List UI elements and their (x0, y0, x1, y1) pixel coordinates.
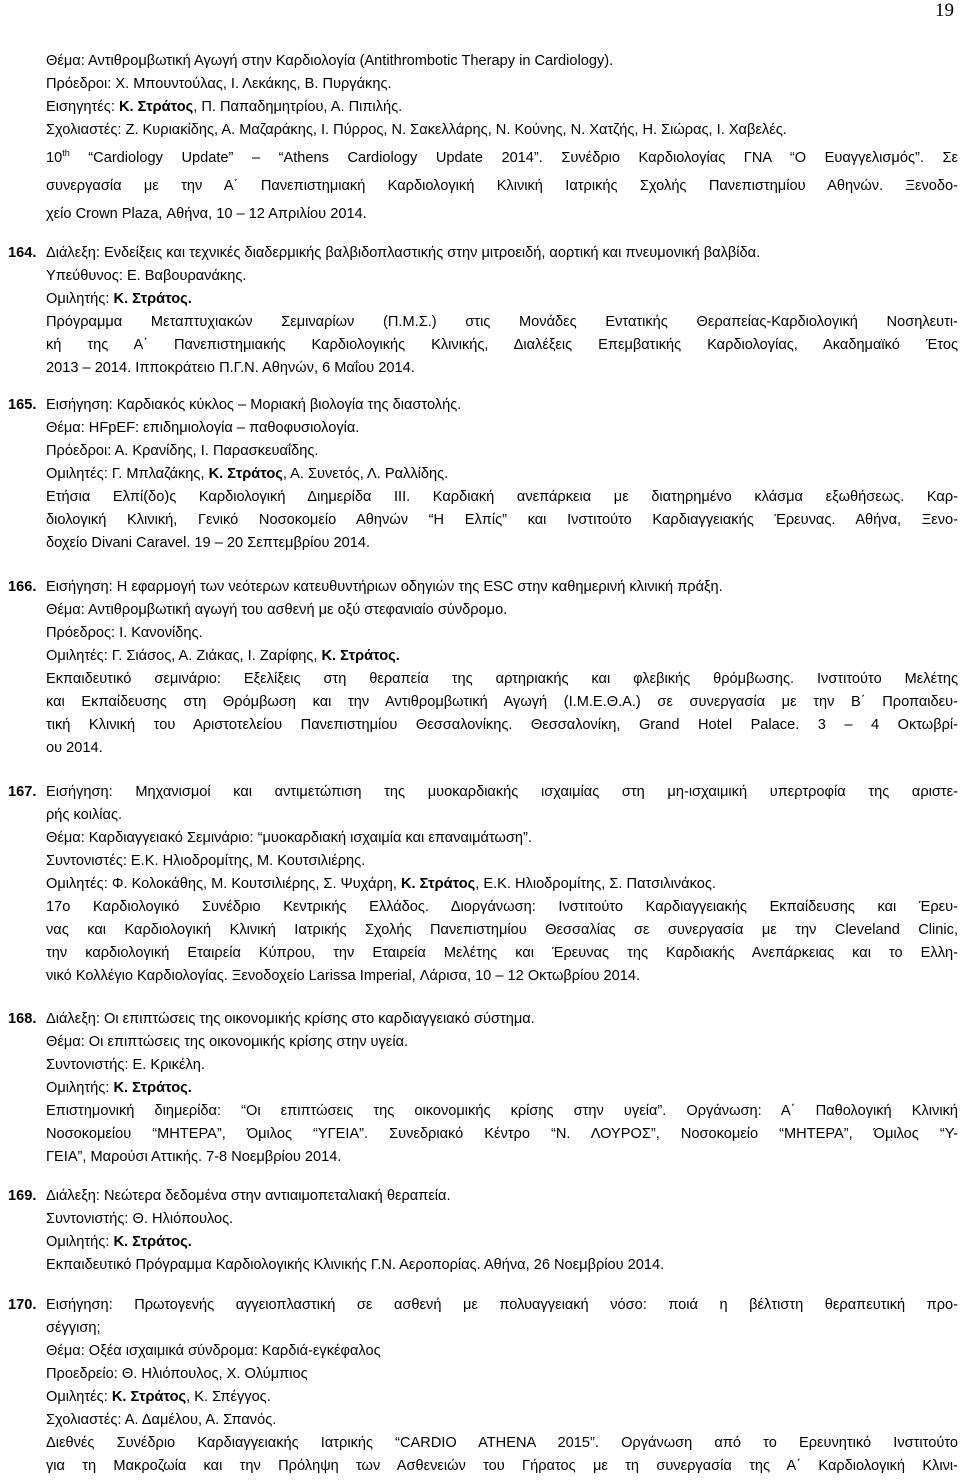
entry-164-responsible: Υπεύθυνος: Ε. Βαβουρανάκης. (46, 268, 247, 284)
entry-170-theme: Θέμα: Οξέα ισχαιμικά σύνδρομα: Καρδιά-εγκέφαλος (46, 1343, 381, 1359)
entry-167-speakers: Ομιλητές: Φ. Κολοκάθης, Μ. Κουτσιλιέρης, Σ. Ψυχάρη, Κ. Στράτος, Ε.Κ. Ηλιοδρομίτης, Σ. Πατσιλινάκος. (46, 876, 716, 892)
entry-167-event: 17ο Καρδιολογικό Συνέδριο Κεντρικής Ελλάδος. Διοργάνωση: Ινστιτούτο Καρδιαγγειακής Εκπαίδευσης και Έρευ- (46, 899, 958, 915)
entry-168-event: Επιστημονική διημερίδα: “Οι επιπτώσεις της οικονομικής κρίσης στην υγεία”. Οργάνωση: Α΄ Παθολογική Κλινική (46, 1103, 958, 1119)
entry-168-event-cont: Νοσοκομείου “ΜΗΤΕΡΑ”, Όμιλος “ΥΓΕΙΑ”. Συνεδριακό Κέντρο “Ν. ΛΟΥΡΟΣ”, Νοσοκομείο “ΜΗΤΕΡΑ”, Όμιλος “Υ- (46, 1126, 958, 1142)
entry-168-coordinator: Συντονιστής: Ε. Κρικέλη. (46, 1057, 205, 1073)
entry-167-event-cont2: την καρδιολογική Εταιρεία Κύπρου, την Εταιρεία Μελέτης και Έρευνας της Καρδιακής Ανεπάρκειας και το Ελλη- (46, 945, 958, 961)
entry-166-event-end: ου 2014. (46, 740, 103, 756)
entry-number-169: 169. (8, 1188, 37, 1204)
intro-commentators: Σχολιαστές: Ζ. Κυριακίδης, Α. Μαζαράκης, Ι. Πύρρος, Ν. Σακελλάρης, Ν. Κούνης, Ν. Χατζής, Η. Σιώρας, Ι. Χαβελές. (46, 122, 787, 138)
entry-164-speaker: Ομιλητής: Κ. Στράτος. (46, 291, 192, 307)
entry-167-theme: Θέμα: Καρδιαγγειακό Σεμινάριο: “μυοκαρδιακή ισχαιμία και επαναιμάτωση”. (46, 830, 532, 846)
entry-166-speakers: Ομιλητές: Γ. Σιάσος, Α. Ζιάκας, Ι. Ζαρίφης, Κ. Στράτος. (46, 648, 400, 664)
entry-169-event: Εκπαιδευτικό Πρόγραμμα Καρδιολογικής Κλινικής Γ.Ν. Αεροπορίας. Αθήνα, 26 Νοεμβρίου 2014. (46, 1257, 665, 1273)
entry-166-theme: Θέμα: Αντιθρομβωτική αγωγή του ασθενή με οξύ στεφανιαίο σύνδρομο. (46, 602, 508, 618)
entry-164-event-cont: κή της Α΄ Πανεπιστημιακής Καρδιολογικής Κλινικής, Διαλέξεις Επεμβατικής Καρδιολογίας, Ακαδημαϊκό Έτος (46, 337, 958, 353)
entry-168-event-end: ΓΕΙΑ”, Μαρούσι Αττικής. 7-8 Νοεμβρίου 2014. (46, 1149, 342, 1165)
entry-169-speaker: Ομιλητής: Κ. Στράτος. (46, 1234, 192, 1250)
page-number: 19 (935, 0, 954, 21)
entry-168-title: Διάλεξη: Οι επιπτώσεις της οικονομικής κρίσης στο καρδιαγγειακό σύστημα. (46, 1011, 535, 1027)
entry-167-event-end: νικό Κολλέγιο Καρδιολογίας. Ξενοδοχείο Larissa Imperial, Λάρισα, 10 – 12 Οκτωβρίου 2014. (46, 968, 641, 984)
entry-165-event-cont: διολογική Κλινική, Γενικό Νοσοκομείο Αθηνών “Η Ελπίς” και Ινστιτούτο Καρδιαγγειακής Έρευνας. Αθήνα, Ξενο- (46, 512, 958, 528)
entry-166-chair: Πρόεδρος: Ι. Κανονίδης. (46, 625, 203, 641)
entry-number-170: 170. (8, 1297, 37, 1313)
entry-165-chairs: Πρόεδροι: Α. Κρανίδης, Ι. Παρασκευαΐδης. (46, 443, 319, 459)
entry-169-title: Διάλεξη: Νεώτερα δεδομένα στην αντιαιμοπεταλιακή θεραπεία. (46, 1188, 451, 1204)
entry-164-event-end: 2013 – 2014. Ιπποκράτειο Π.Γ.Ν. Αθηνών, 6 Μαΐου 2014. (46, 360, 415, 376)
entry-165-title: Εισήγηση: Καρδιακός κύκλος – Μοριακή βιολογία της διαστολής. (46, 397, 462, 413)
intro-event-end: χείο Crown Plaza, Αθήνα, 10 – 12 Απριλίου 2014. (46, 206, 367, 222)
entry-170-speakers: Ομιλητές: Κ. Στράτος, Κ. Σπέγγος. (46, 1389, 271, 1405)
intro-chairs: Πρόεδροι: Χ. Μπουντούλας, Ι. Λεκάκης, Β. Πυργάκης. (46, 76, 392, 92)
entry-167-title: Εισήγηση: Μηχανισμοί και αντιμετώπιση της μυοκαρδιακής ισχαιμίας στη μη-ισχαιμική υπερτροφία της αριστε- (46, 784, 958, 800)
intro-speakers: Εισηγητές: Κ. Στράτος, Π. Παπαδημητρίου, Α. Πιπιλής. (46, 99, 403, 115)
entry-166-event-cont: και Εκπαίδευσης στη Θρόμβωση και την Αντιθρομβωτική Αγωγή (Ι.Μ.Ε.Θ.Α.) σε συνεργασία με την Β΄ Προπαιδευ- (46, 694, 958, 710)
entry-166-event: Εκπαιδευτικό σεμινάριο: Εξελίξεις στη θεραπεία της αρτηριακής και φλεβικής θρόμβωσης. Ινστιτούτο Μελέτης (46, 671, 958, 687)
entry-number-165: 165. (8, 397, 37, 413)
entry-167-title-cont: ρής κοιλίας. (46, 807, 123, 823)
entry-165-event-end: δοχείο Divani Caravel. 19 – 20 Σεπτεμβρίου 2014. (46, 535, 371, 551)
entry-number-166: 166. (8, 579, 37, 595)
entry-166-event-cont2: τική Κλινική του Αριστοτελείου Πανεπιστημίου Θεσσαλονίκης. Θεσσαλονίκη, Grand Hotel Palace. 3 – 4 Οκτωβρί- (46, 717, 958, 733)
entry-170-commentators: Σχολιαστές: Α. Δαμέλου, Α. Σπανός. (46, 1412, 277, 1428)
entry-168-theme: Θέμα: Οι επιπτώσεις της οικονομικής κρίσης στην υγεία. (46, 1034, 409, 1050)
entry-167-event-cont: νας και Καρδιολογική Κλινική Ιατρικής Σχολής Πανεπιστημίου Θεσσαλίας σε συνεργασία με την Cleveland Clinic, (46, 922, 958, 938)
entry-number-164: 164. (8, 245, 37, 261)
intro-event-cont: συνεργασία με την Α΄ Πανεπιστημιακή Καρδιολογική Κλινική Ιατρικής Σχολής Πανεπιστημίου Αθηνών. Ξενοδο- (46, 178, 958, 194)
intro-theme: Θέμα: Αντιθρομβωτική Αγωγή στην Καρδιολογία (Antithrombotic Therapy in Cardiology). (46, 53, 614, 69)
entry-165-event: Ετήσια Ελπί(δο)ς Καρδιολογική Διημερίδα ΙΙΙ. Καρδιακή ανεπάρκεια με διατηρημένο κλάσμα εξωθήσεως. Καρ- (46, 489, 958, 505)
entry-number-167: 167. (8, 784, 37, 800)
entry-167-coordinators: Συντονιστές: Ε.Κ. Ηλιοδρομίτης, Μ. Κουτσιλιέρης. (46, 853, 366, 869)
entry-169-coordinator: Συντονιστής: Θ. Ηλιόπουλος. (46, 1211, 234, 1227)
entry-170-event-cont: για τη Μακροζωία και την Πρόληψη των Ασθενειών του Γήρατος με τη συνεργασία της Α΄ Καρδιολογική Κλινι- (46, 1458, 958, 1474)
entry-166-title: Εισήγηση: Η εφαρμογή των νεότερων κατευθυντήριων οδηγιών της ESC στην καθημερινή κλινική πράξη. (46, 579, 723, 595)
entry-170-title-cont: σέγγιση; (46, 1320, 101, 1336)
entry-168-speaker: Ομιλητής: Κ. Στράτος. (46, 1080, 192, 1096)
entry-165-speakers: Ομιλητές: Γ. Μπλαζάκης, Κ. Στράτος, Α. Συνετός, Λ. Ραλλίδης. (46, 466, 449, 482)
entry-165-theme: Θέμα: HFpEF: επιδημιολογία – παθοφυσιολογία. (46, 420, 360, 436)
entry-170-chairs: Προεδρείο: Θ. Ηλιόπουλος, Χ. Ολύμπιος (46, 1366, 308, 1382)
entry-170-event: Διεθνές Συνέδριο Καρδιαγγειακής Ιατρικής “CARDIO ATHENA 2015”. Οργάνωση από το Ερευνητικό Ινστιτούτο (46, 1435, 958, 1451)
intro-event: 10th “Cardiology Update” – “Athens Cardiology Update 2014”. Συνέδριο Καρδιολογίας ΓΝΑ “Ο Ευαγγελισμός”. Σε (46, 148, 958, 166)
entry-164-title: Διάλεξη: Ενδείξεις και τεχνικές διαδερμικής βαλβιδοπλαστικής στην μιτροειδή, αορτική και πνευμονική βαλβίδα. (46, 245, 761, 261)
entry-number-168: 168. (8, 1011, 37, 1027)
entry-164-event: Πρόγραμμα Μεταπτυχιακών Σεμιναρίων (Π.Μ.Σ.) στις Μονάδες Εντατικής Θεραπείας-Καρδιολογική Νοσηλευτι- (46, 314, 958, 330)
entry-170-title: Εισήγηση: Πρωτογενής αγγειοπλαστική σε ασθενή με πολυαγγειακή νόσο: ποιά η βέλτιστη θεραπευτική προ- (46, 1297, 958, 1313)
